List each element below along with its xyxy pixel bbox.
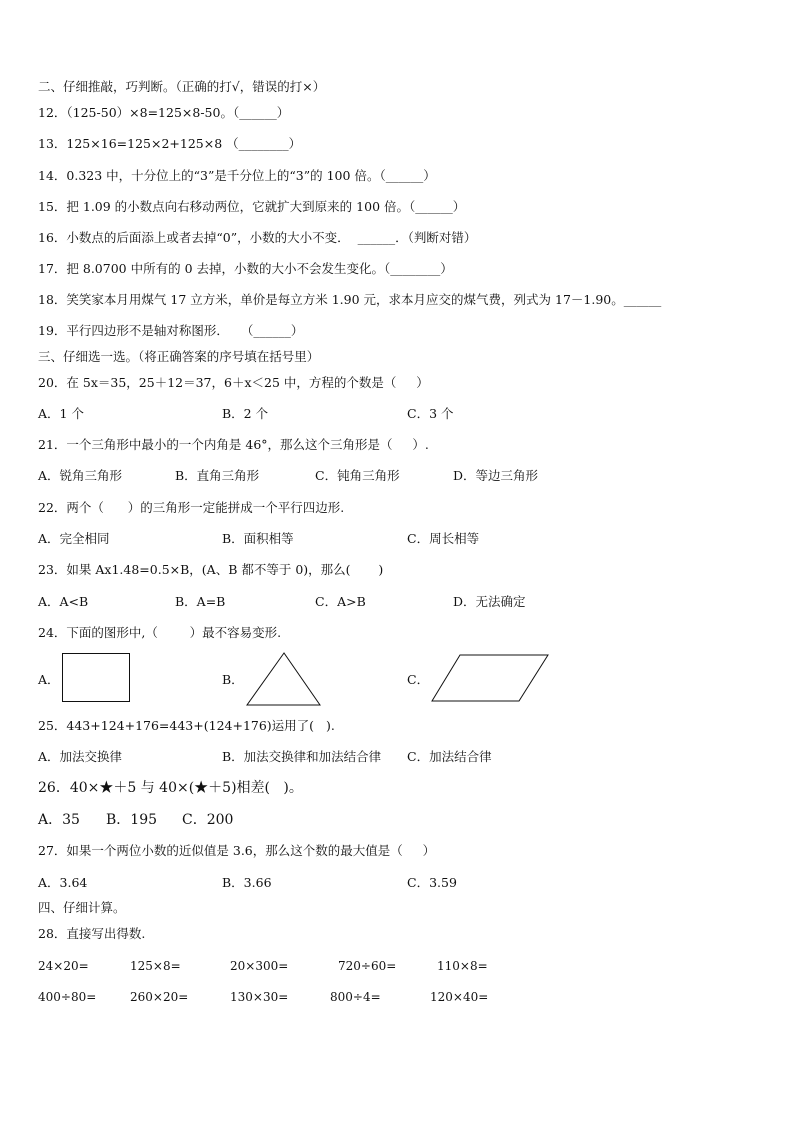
question-23: 23．如果 Ax1.48=0.5×B，(A、B 都不等于 0)，那么( ) [38,562,384,577]
calc-item: 260×20= [130,990,189,1004]
q25-option-a: A．加法交换律 [38,749,123,764]
q24-option-b: B． [222,672,244,687]
calc-item: 400÷80= [38,990,97,1004]
q25-option-b: B．加法交换律和加法结合律 [222,749,382,764]
calc-item: 20×300= [230,959,289,973]
q22-option-c: C．周长相等 [407,531,480,546]
q20-option-a: A．1 个 [38,406,84,421]
triangle-figure [246,652,322,708]
question-25: 25．443+124+176=443+(124+176)运用了( ). [38,718,335,733]
q21-option-c: C．钝角三角形 [315,468,400,483]
calc-item: 130×30= [230,990,289,1004]
calc-item: 120×40= [430,990,489,1004]
question-14: 14．0.323 中，十分位上的“3”是千分位上的“3”的 100 倍。（______） [38,168,436,183]
q23-option-d: D．无法确定 [453,594,526,609]
q23-option-a: A．A<B [38,594,89,609]
calc-item: 110×8= [437,959,488,973]
q26-option-c: C．200 [182,812,234,828]
rectangle-figure [62,653,132,705]
q20-option-c: C．3 个 [407,406,454,421]
q27-option-c: C．3.59 [407,875,457,890]
calc-item: 720÷60= [338,959,397,973]
question-21: 21．一个三角形中最小的一个内角是 46°，那么这个三角形是（ ）. [38,437,429,452]
calc-item: 125×8= [130,959,181,973]
section2-heading: 二、仔细推敲，巧判断。（正确的打√，错误的打×） [38,79,326,94]
q24-option-c: C． [407,672,430,687]
q21-option-d: D．等边三角形 [453,468,539,483]
question-12: 12．（125-50）×8=125×8-50。（______） [38,105,290,120]
question-19: 19．平行四边形不是轴对称图形． （______） [38,323,304,338]
question-13: 13．125×16=125×2+125×8 （________） [38,136,302,151]
question-16: 16．小数点的后面添上或者去掉“0”，小数的大小不变． ______．（判断对错） [38,230,477,245]
q20-option-b: B．2 个 [222,406,269,421]
q27-option-b: B．3.66 [222,875,272,890]
q23-option-c: C．A>B [315,594,366,609]
question-18: 18．笑笑家本月用煤气 17 立方米，单价是每立方米 1.90 元，求本月应交的煤气费，列式为 17－1.90。______ [38,292,662,307]
question-26: 26．40×★＋5 与 40×(★＋5)相差( )。 [38,780,303,796]
section3-heading: 三、仔细选一选。（将正确答案的序号填在括号里） [38,349,320,364]
q23-option-b: B．A=B [175,594,226,609]
question-20: 20．在 5x＝35，25＋12＝37，6＋x＜25 中，方程的个数是（ ） [38,375,429,390]
calc-item: 800÷4= [330,990,381,1004]
q26-option-b: B．195 [106,812,158,828]
q25-option-c: C．加法结合律 [407,749,492,764]
q22-option-b: B．面积相等 [222,531,294,546]
question-15: 15．把 1.09 的小数点向右移动两位，它就扩大到原来的 100 倍。（______） [38,199,466,214]
q27-option-a: A．3.64 [38,875,88,890]
q24-option-a: A． [38,672,60,687]
calc-item: 24×20= [38,959,89,973]
question-28: 28．直接写出得数. [38,926,146,941]
question-22: 22．两个（ ）的三角形一定能拼成一个平行四边形. [38,500,345,515]
question-27: 27．如果一个两位小数的近似值是 3.6，那么这个数的最大值是（ ） [38,843,436,858]
question-24: 24．下面的图形中,（ ）最不容易变形. [38,625,282,640]
q21-option-b: B．直角三角形 [175,468,260,483]
q21-option-a: A．锐角三角形 [38,468,123,483]
section4-heading: 四、仔细计算。 [38,900,126,915]
question-17: 17．把 8.0700 中所有的 0 去掉，小数的大小不会发生变化。（________） [38,261,453,276]
q22-option-a: A．完全相同 [38,531,110,546]
q26-option-a: A．35 [38,812,80,828]
parallelogram-figure [431,654,551,704]
